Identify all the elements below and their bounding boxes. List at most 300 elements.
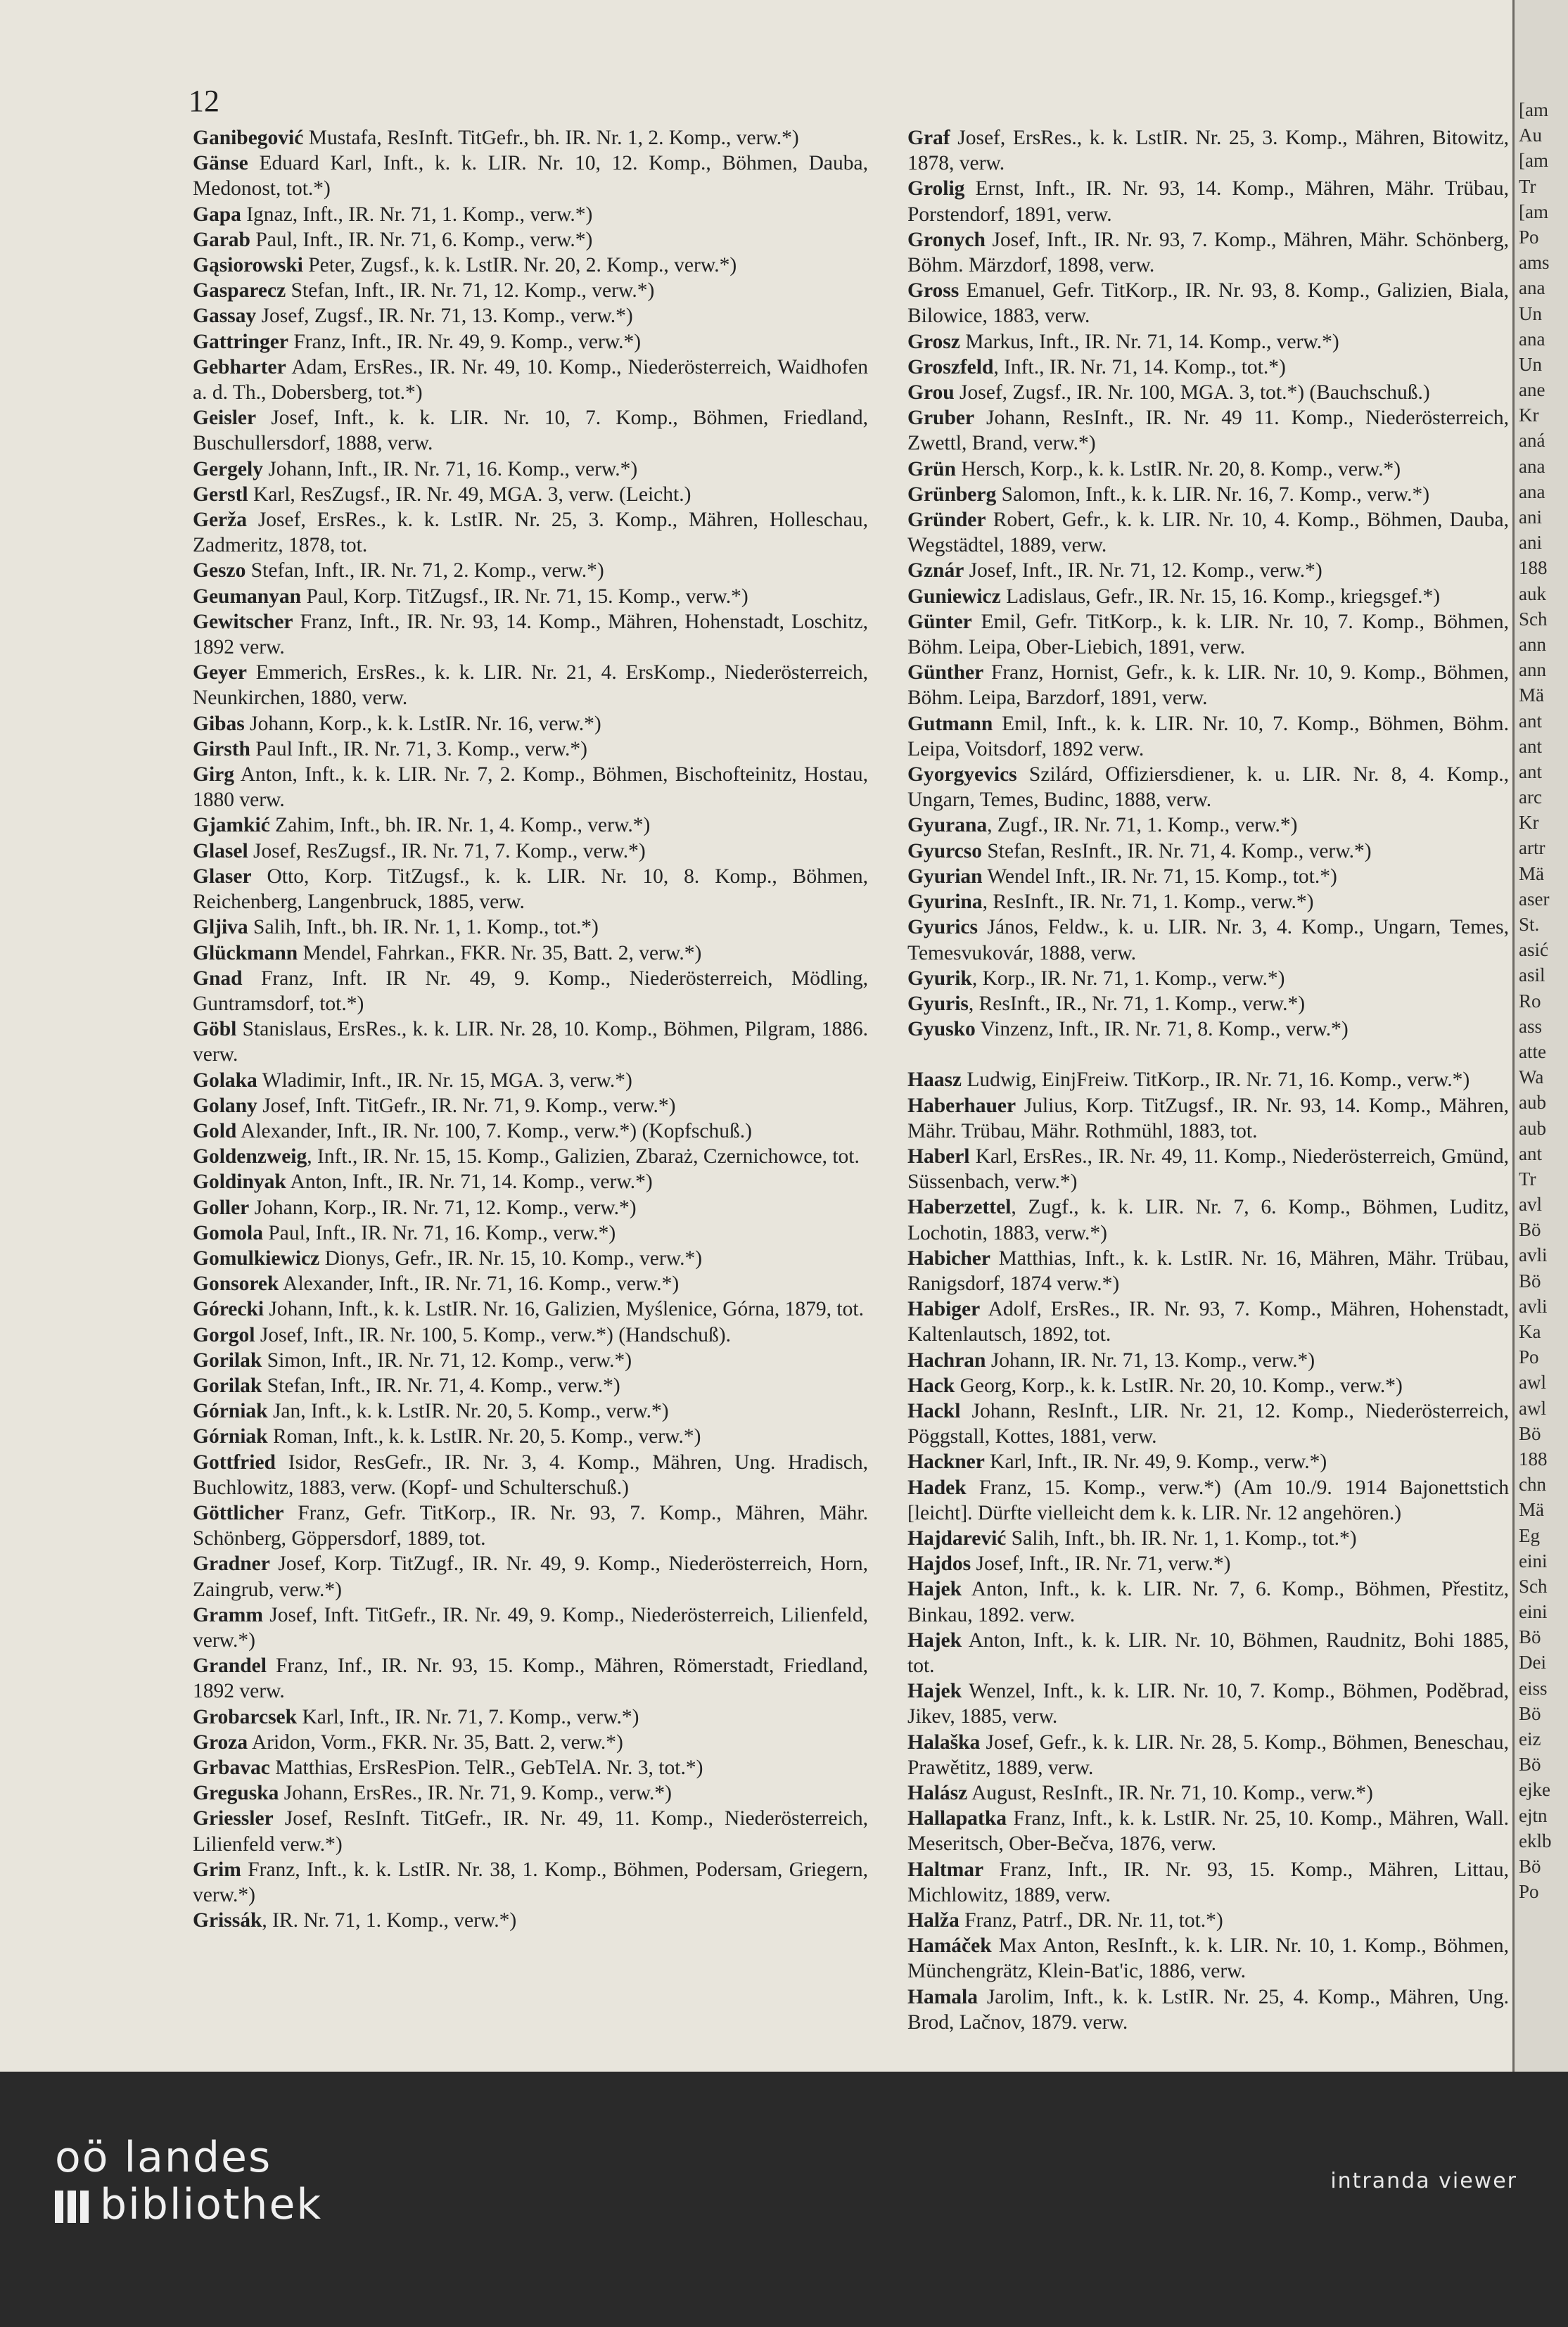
entry-details: Johann, Korp., k. k. LstIR. Nr. 16, verw.*) [244,712,601,735]
register-entry [907,1296,1509,1347]
entry-details: , Zugf., IR. Nr. 71, 1. Komp., verw.*) [987,814,1298,837]
entry-surname: Haasz [907,1069,962,1092]
edge-fragment: ani [1519,532,1542,554]
register-entry [193,202,868,227]
edge-fragment: Bö [1519,1702,1541,1724]
register-entry [193,1551,868,1602]
edge-fragment: Bö [1519,1219,1541,1241]
entry-surname: Gyurik [907,967,972,990]
entry-surname: Gebharter [193,355,286,378]
right-column [907,125,1509,2060]
entry-surname: Hachran [907,1349,986,1372]
register-entry [193,253,868,278]
entry-details: Ernst, Inft., IR. Nr. 93, 14. Komp., Mähren, Mähr. Trübau, Porstendorf, 1891, verw. [907,177,1509,226]
entry-surname: Geszo [193,559,246,582]
entry-surname: Gyurina [907,891,983,914]
register-entry [193,1602,868,1653]
register-entry [907,991,1509,1016]
entry-details: Matthias, ErsResPion. TelR., GebTelA. Nr. 3, tot.*) [269,1757,703,1779]
edge-fragment: ams [1519,252,1550,274]
register-entry [193,1398,868,1424]
entry-details: Karl, ErsRes., IR. Nr. 49, 11. Komp., Niederösterreich, Gmünd, Süssenbach, verw.*) [907,1145,1509,1194]
edge-fragment: ane [1519,379,1545,401]
register-entry [907,329,1509,355]
register-entry [193,609,868,660]
entry-surname: Hajdarević [907,1526,1007,1550]
entry-details: Isidor, ResGefr., IR. Nr. 3, 4. Komp., Mähren, Ung. Hradisch, Buchlowitz, 1883, verw. (Kopf- und Schulterschuß.) [193,1451,868,1499]
register-entry [193,558,868,583]
entry-surname: Gąsiorowski [193,254,303,277]
entry-details: Jarolim, Inft., k. k. LstIR. Nr. 25, 4. Komp., Mähren, Ung. Brod, Lačnov, 1879. verw. [907,1985,1509,2034]
register-entry [907,1984,1509,2035]
entry-details: Franz, Inft., k. k. LstIR. Nr. 25, 10. Komp., Mähren, Wall. Meseritsch, Ober-Bečva, 1876, verw. [907,1807,1509,1856]
register-entry [193,864,868,914]
register-entry [907,1780,1509,1806]
entry-details: Franz, Inft., IR. Nr. 93, 14. Komp., Mähren, Hohenstadt, Loschitz, 1892 verw. [193,610,868,659]
entry-surname: Grolig [907,177,965,200]
edge-fragment: Au [1519,125,1542,146]
edge-fragment: eini [1519,1601,1548,1623]
entry-details: Josef, Korp. TitZugf., IR. Nr. 49, 9. Komp., Niederösterreich, Horn, Zaingrub, verw.*) [193,1553,868,1601]
edge-fragment: ant [1519,1142,1542,1164]
entry-details: Anton, Inft., k. k. LIR. Nr. 10, Böhmen, Raudnitz, Bohi 1885, tot. [907,1628,1509,1677]
entry-details: Ignaz, Inft., IR. Nr. 71, 1. Komp., verw.*) [241,203,593,226]
entry-surname: Gyuris [907,992,969,1015]
edge-fragment: Un [1519,302,1542,324]
entry-surname: Gonsorek [193,1273,279,1296]
entry-details: Georg, Korp., k. k. LstIR. Nr. 20, 10. Komp., verw.*) [955,1374,1403,1397]
entry-details: Johann, ResInft., LIR. Nr. 21, 12. Komp., Niederösterreich, Pöggstall, Kottes, 1881, verw. [907,1399,1509,1448]
entry-surname: Gyurana [907,814,988,837]
register-entry [907,405,1509,456]
edge-fragment: Po [1519,226,1539,248]
entry-details: Josef, Inft. TitGefr., IR. Nr. 49, 9. Komp., Niederösterreich, Lilienfeld, verw.*) [193,1603,868,1652]
register-entry [193,839,868,864]
entry-details: Josef, Inft., IR. Nr. 71, verw.*) [971,1553,1231,1576]
entry-details: Stefan, ResInft., IR. Nr. 71, 4. Komp., verw.*) [982,839,1372,862]
entry-surname: Halža [907,1909,960,1932]
page-number: 12 [189,84,219,118]
entry-details: Robert, Gefr., k. k. LIR. Nr. 10, 4. Komp., Böhmen, Dauba, Wegstädtel, 1889, verw. [907,509,1509,557]
entry-surname: Girsth [193,737,250,760]
entry-details: Paul, Korp. TitZugsf., IR. Nr. 71, 15. Komp., verw.*) [301,585,748,608]
register-entry [907,1144,1509,1194]
register-entry [193,1271,868,1296]
edge-fragment: Eg [1519,1524,1540,1546]
entry-details: Josef, Inft., IR. Nr. 100, 5. Komp., verw.*) (Handschuß). [255,1323,731,1346]
entry-details: , ResInft., IR. Nr. 71, 1. Komp., verw.*) [982,891,1314,914]
entry-surname: Hackl [907,1399,961,1422]
register-entry [193,660,868,710]
entry-surname: Gewitscher [193,610,293,633]
entry-details: Franz, Patrf., DR. Nr. 11, tot.*) [959,1909,1223,1932]
edge-fragment: Bö [1519,1422,1541,1444]
register-entry [907,1806,1509,1856]
entry-surname: Hajek [907,1628,962,1652]
entry-surname: Gibas [193,712,245,735]
logo-bars-icon [55,2191,93,2223]
register-entry [193,1755,868,1780]
register-entry [907,584,1509,609]
entry-details: , Korp., IR. Nr. 71, 1. Komp., verw.*) [971,967,1285,990]
entry-details: Hersch, Korp., k. k. LstIR. Nr. 20, 8. Komp., verw.*) [955,457,1401,480]
entry-surname: Hajek [907,1680,962,1703]
register-entry [907,1857,1509,1908]
edge-fragment: Ro [1519,990,1541,1012]
entry-details: Franz, Inft., k. k. LstIR. Nr. 38, 1. Komp., Böhmen, Podersam, Griegern, verw.*) [193,1858,868,1907]
register-entry [193,482,868,507]
register-entry [907,1730,1509,1780]
entry-details: Emanuel, Gefr. TitKorp., IR. Nr. 93, 8. Komp., Galizien, Biala, Bilowice, 1883, verw. [907,279,1509,328]
entry-details: Peter, Zugsf., k. k. LstIR. Nr. 20, 2. Komp., verw.*) [302,254,737,277]
entry-details: Stefan, Inft., IR. Nr. 71, 2. Komp., verw.*) [246,559,604,582]
entry-surname: Günther [907,661,984,684]
entry-surname: Haberhauer [907,1094,1016,1117]
entry-surname: Günter [907,610,972,633]
register-entry [907,278,1509,329]
register-entry [193,1195,868,1220]
register-entry [193,1118,868,1144]
viewer-label: intranda viewer [1330,2169,1517,2193]
entry-details: , IR. Nr. 71, 1. Komp., verw.*) [262,1909,517,1932]
entry-surname: Hack [907,1374,955,1397]
entry-details: Karl, Inft., IR. Nr. 71, 7. Komp., verw.*) [297,1705,639,1728]
entry-details: Julius, Korp. TitZugsf., IR. Nr. 93, 14. Komp., Mähren, Mähr. Trübau, Mähr. Rothmühl, 1883, tot. [907,1094,1509,1142]
register-entry [193,507,868,558]
entry-surname: Garab [193,228,250,251]
edge-fragment: aub [1519,1117,1546,1139]
edge-fragment: Ka [1519,1321,1541,1342]
entry-surname: Habiger [907,1298,981,1321]
edge-fragment: Kr [1519,812,1539,834]
register-entry [907,1449,1509,1474]
entry-details: Franz, 15. Komp., verw.*) (Am 10./9. 1914 Bajonettstich [leicht]. Dürfte vielleicht dem k. k. LIR. Nr. 12 angehören.) [907,1476,1509,1524]
edge-fragment: awl [1519,1397,1546,1419]
entry-details: Paul, Inft., IR. Nr. 71, 16. Komp., verw.*) [262,1221,616,1244]
register-entry [193,1908,868,1933]
edge-fragment: Wa [1519,1066,1544,1088]
entry-surname: Gorgol [193,1323,255,1346]
entry-details: Wenzel, Inft., k. k. LIR. Nr. 10, 7. Komp., Böhmen, Poděbrad, Jikev, 1885, verw. [907,1680,1509,1728]
entry-details: Vinzenz, Inft., IR. Nr. 71, 8. Komp., verw.*) [975,1018,1349,1041]
register-entry [193,762,868,812]
entry-details: Franz, Inf., IR. Nr. 93, 15. Komp., Mähren, Römerstadt, Friedland, 1892 verw. [193,1655,868,1703]
register-entry [193,812,868,838]
edge-fragment: Sch [1519,1575,1548,1597]
library-logo[interactable] [55,2135,322,2229]
register-entry [907,660,1509,710]
register-entry [907,1908,1509,1933]
register-entry [193,1068,868,1093]
entry-surname: Göbl [193,1018,237,1041]
entry-surname: Gründer [907,509,986,532]
register-entry [193,1093,868,1118]
edge-fragment: 188 [1519,557,1548,579]
register-entry [907,1093,1509,1144]
register-entry [193,737,868,762]
entry-surname: Hajdos [907,1553,971,1576]
register-entry [907,889,1509,914]
entry-details: Ladislaus, Gefr., IR. Nr. 15, 16. Komp., kriegsgef.*) [1000,585,1441,608]
viewer-footer [0,2072,1568,2327]
entry-details: Matthias, Inft., k. k. LstIR. Nr. 16, Mähren, Mähr. Trübau, Ranigsdorf, 1874 verw.*) [907,1247,1509,1295]
edge-fragment: Bö [1519,1754,1541,1775]
entry-surname: Groszfeld [907,355,994,378]
entry-surname: Hamala [907,1985,978,2008]
entry-surname: Hadek [907,1476,967,1499]
entry-surname: Gomola [193,1221,263,1244]
entry-surname: Gyusko [907,1018,976,1041]
entry-surname: Guniewicz [907,585,1001,608]
entry-surname: Gänse [193,152,248,175]
register-entry [193,329,868,355]
entry-surname: Grim [193,1858,241,1881]
entry-details: Franz, Inft., IR. Nr. 93, 15. Komp., Mähren, Littau, Michlowitz, 1889, verw. [907,1858,1509,1906]
register-entry [907,1016,1509,1042]
register-entry [907,380,1509,405]
edge-fragment: [am [1519,99,1548,120]
entry-surname: Golany [193,1094,257,1117]
register-entry [907,1475,1509,1526]
register-entry [907,1067,1509,1092]
entry-details: Jan, Inft., k. k. LstIR. Nr. 20, 5. Komp., verw.*) [267,1400,669,1423]
edge-fragment: ejtn [1519,1804,1548,1826]
entry-surname: Geyer [193,661,247,684]
register-entry [907,457,1509,482]
entry-surname: Ganibegović [193,127,304,149]
register-entry [193,1296,868,1322]
register-entry [907,1398,1509,1449]
entry-details: Franz, Inft., IR. Nr. 49, 9. Komp., verw.*) [288,330,642,353]
entry-surname: Gyurian [907,865,983,888]
entry-details: Franz, Hornist, Gefr., k. k. LIR. Nr. 10, 9. Komp., Böhmen, Böhm. Leipa, Barzdorf, 1891, verw. [907,661,1509,710]
entry-surname: Greguska [193,1782,279,1805]
entry-details: Roman, Inft., k. k. LstIR. Nr. 20, 5. Komp., verw.*) [267,1425,701,1448]
register-entry [193,1730,868,1755]
entry-surname: Grün [907,457,956,480]
register-entry [193,227,868,253]
register-entry [193,1653,868,1704]
register-entry [193,584,868,609]
edge-fragment: ana [1519,328,1545,350]
entry-surname: Goldinyak [193,1171,286,1194]
edge-fragment: Po [1519,1346,1539,1368]
register-entry [193,1348,868,1373]
entry-surname: Haltmar [907,1858,984,1881]
edge-fragment: eiz [1519,1728,1541,1749]
edge-fragment: arc [1519,786,1542,808]
register-entry [907,125,1509,176]
register-entry [193,355,868,405]
entry-details: Karl, Inft., IR. Nr. 49, 9. Komp., verw.*) [984,1451,1327,1474]
register-entry [193,914,868,940]
entry-details: Karl, ResZugsf., IR. Nr. 49, MGA. 3, verw. (Leicht.) [248,483,691,506]
entry-surname: Gjamkić [193,814,270,837]
edge-fragment: ass [1519,1015,1542,1037]
entry-details: Aridon, Vorm., FKR. Nr. 35, Batt. 2, verw.*) [248,1730,623,1754]
edge-fragment: asil [1519,964,1545,986]
edge-fragment: ana [1519,455,1545,477]
entry-details: Stefan, Inft., IR. Nr. 71, 12. Komp., verw.*) [286,279,655,302]
edge-fragment: ejke [1519,1779,1550,1801]
entry-details: Mustafa, ResInft. TitGefr., bh. IR. Nr. 1, 2. Komp., verw.*) [303,127,799,149]
register-entry [193,151,868,201]
entry-details: Alexander, Inft., IR. Nr. 100, 7. Komp., verw.*) (Kopfschuß.) [236,1119,752,1142]
entry-details: Anton, Inft., k. k. LIR. Nr. 7, 2. Komp., Böhmen, Bischofteinitz, Hostau, 1880 verw. [193,763,868,812]
edge-fragment: [am [1519,200,1548,222]
entry-details: Josef, Inft., IR. Nr. 71, 12. Komp., verw.*) [964,559,1322,582]
entry-details: Johann, ResInft., IR. Nr. 49 11. Komp., Niederösterreich, Zwettl, Brand, verw.*) [907,407,1509,455]
entry-details: Franz, Inft. IR Nr. 49, 9. Komp., Niederösterreich, Mödling, Guntramsdorf, tot.*) [193,967,868,1015]
entry-details: August, ResInft., IR. Nr. 71, 10. Komp., verw.*) [967,1782,1373,1804]
entry-surname: Hackner [907,1451,985,1474]
entry-surname: Hamáček [907,1934,992,1958]
entry-surname: Gattringer [193,330,288,353]
entry-surname: Gerstl [193,483,248,506]
register-entry [193,303,868,329]
register-entry [193,966,868,1016]
edge-fragment: 188 [1519,1448,1548,1469]
register-entry [907,839,1509,864]
edge-fragment: aser [1519,888,1550,910]
entry-details: Emil, Inft., k. k. LIR. Nr. 10, 7. Komp., Böhmen, Böhm. Leipa, Voitsdorf, 1892 verw. [907,712,1509,760]
edge-fragment: Bö [1519,1626,1541,1648]
edge-fragment: avli [1519,1244,1548,1266]
entry-surname: Haberl [907,1145,970,1168]
logo-line-2: bibliothek [100,2180,323,2229]
entry-details: Max Anton, ResInft., k. k. LIR. Nr. 10, 1. Komp., Böhmen, Münchengrätz, Klein-Bat'ic, 1886, verw. [907,1934,1509,1983]
entry-surname: Grbavac [193,1757,270,1779]
entry-details: Johann, IR. Nr. 71, 13. Komp., verw.*) [986,1349,1315,1372]
register-entry [907,711,1509,762]
edge-fragment: atte [1519,1040,1546,1062]
entry-details: Josef, ResInft. TitGefr., IR. Nr. 49, 11. Komp., Niederösterreich, Lilienfeld verw.*) [193,1807,868,1856]
register-entry [193,1424,868,1449]
entry-surname: Grosz [907,330,960,353]
register-entry [193,1220,868,1246]
edge-fragment: eklb [1519,1830,1552,1851]
entry-details: Johann, Korp., IR. Nr. 71, 12. Komp., verw.*) [249,1196,637,1219]
entry-details: Josef, Inft. TitGefr., IR. Nr. 71, 9. Komp., verw.*) [257,1094,676,1117]
entry-surname: Gassay [193,305,257,328]
entry-surname: Girg [193,763,234,786]
edge-fragment: Tr [1519,1168,1536,1190]
register-entry [907,1194,1509,1245]
entry-details: Paul Inft., IR. Nr. 71, 3. Komp., verw.*) [250,737,587,760]
register-entry [193,1500,868,1551]
edge-fragment: Bö [1519,1270,1541,1292]
entry-details: Wendel Inft., IR. Nr. 71, 15. Komp., tot.*) [982,865,1337,888]
entry-surname: Griessler [193,1807,274,1830]
edge-fragment: Sch [1519,608,1548,630]
entry-surname: Gljiva [193,916,248,939]
register-entry [907,762,1509,812]
register-entry [907,227,1509,278]
register-entry [907,609,1509,660]
entry-surname: Górniak [193,1425,268,1448]
entry-surname: Gyurcso [907,839,982,862]
edge-fragment: avli [1519,1295,1548,1317]
register-entry [193,711,868,737]
edge-fragment: ani [1519,506,1542,528]
entry-details: , Inft., IR. Nr. 15, 15. Komp., Galizien, Zbaraż, Czernichowce, tot. [307,1145,860,1168]
register-entry [907,1551,1509,1576]
register-entry [907,914,1509,965]
register-entry [193,125,868,151]
entry-surname: Gramm [193,1603,263,1626]
edge-fragment: ana [1519,480,1545,502]
left-column [193,125,868,2060]
register-entry [193,1780,868,1806]
entry-details: Eduard Karl, Inft., k. k. LIR. Nr. 10, 12. Komp., Böhmen, Dauba, Medonost, tot.*) [193,152,868,200]
entry-details: Stefan, Inft., IR. Nr. 71, 4. Komp., verw.*) [262,1374,620,1397]
register-entry [907,864,1509,889]
entry-surname: Górniak [193,1400,268,1423]
edge-fragment: Bö [1519,1855,1541,1877]
register-entry [907,1678,1509,1729]
entry-details: Wladimir, Inft., IR. Nr. 15, MGA. 3, verw.*) [257,1069,632,1092]
register-entry [193,1806,868,1856]
entry-details: Stanislaus, ErsRes., k. k. LIR. Nr. 28, 10. Komp., Böhmen, Pilgram, 1886. verw. [193,1018,868,1066]
entry-details: Adam, ErsRes., IR. Nr. 49, 10. Komp., Niederösterreich, Waidhofen a. d. Th., Dobersberg, tot.*) [193,355,868,404]
entry-surname: Grobarcsek [193,1705,298,1728]
edge-fragment: aub [1519,1092,1546,1114]
entry-details: Otto, Korp. TitZugsf., k. k. LIR. Nr. 10, 8. Komp., Böhmen, Reichenberg, Langenbruck, 1885, verw. [193,865,868,914]
register-entry [193,1373,868,1398]
entry-details: Salih, Inft., bh. IR. Nr. 1, 1. Komp., tot.*) [1006,1526,1357,1550]
register-entry [193,1450,868,1500]
edge-fragment: chn [1519,1474,1546,1496]
entry-surname: Gergely [193,457,263,480]
entry-surname: Haberzettel [907,1196,1012,1219]
entry-details: Johann, Inft., k. k. LstIR. Nr. 16, Galizien, Myślenice, Górna, 1879, tot. [264,1298,864,1321]
register-entry [193,457,868,482]
register-entry [907,966,1509,991]
entry-surname: Geisler [193,407,257,430]
entry-details: Josef, Inft., IR. Nr. 93, 7. Komp., Mähren, Mähr. Schönberg, Böhm. Märzdorf, 1898, verw. [907,228,1509,277]
entry-details: , Inft., IR. Nr. 71, 14. Komp., tot.*) [993,355,1286,378]
entry-details: Salih, Inft., bh. IR. Nr. 1, 1. Komp., tot.*) [248,916,599,939]
edge-fragment: Un [1519,353,1542,375]
entry-surname: Grou [907,381,955,404]
entry-surname: Gznár [907,559,964,582]
entry-details: Anton, Inft., k. k. LIR. Nr. 7, 6. Komp., Böhmen, Přestitz, Binkau, 1892. verw. [907,1578,1509,1626]
register-entry [193,1144,868,1169]
entry-details: Johann, ErsRes., IR. Nr. 71, 9. Komp., verw.*) [279,1782,672,1805]
entry-details: Josef, Gefr., k. k. LIR. Nr. 28, 5. Komp., Böhmen, Beneschau, Prawětitz, 1889, verw. [907,1730,1509,1779]
entry-details: Adolf, ErsRes., IR. Nr. 93, 7. Komp., Mähren, Hohenstadt, Kaltenlautsch, 1892, tot. [907,1298,1509,1346]
entry-surname: Gold [193,1119,237,1142]
entry-details: Josef, ErsRes., k. k. LstIR. Nr. 25, 3. Komp., Mähren, Bitowitz, 1878, verw. [907,127,1509,175]
register-entry [193,1169,868,1194]
entry-surname: Halaška [907,1730,981,1754]
entry-surname: Gronych [907,228,986,251]
entry-surname: Grünberg [907,483,997,506]
entry-details: Josef, Inft., k. k. LIR. Nr. 10, 7. Komp., Böhmen, Friedland, Buschullersdorf, 1888, verw. [193,407,868,455]
entry-surname: Grandel [193,1655,267,1678]
edge-fragment: ann [1519,633,1546,655]
adjacent-page-edge [1512,0,1568,2072]
register-entry [193,405,868,456]
register-entry [907,176,1509,227]
register-entry [907,1628,1509,1678]
edge-fragment: auk [1519,582,1546,604]
entry-details: Szilárd, Offiziersdiener, k. u. LIR. Nr. 8, 4. Komp., Ungarn, Temes, Budinc, 1888, verw. [907,763,1509,812]
entry-surname: Hallapatka [907,1807,1007,1830]
entry-surname: Goldenzweig [193,1145,307,1168]
entry-details: Emmerich, ErsRes., k. k. LIR. Nr. 21, 4. ErsKomp., Niederösterreich, Neunkirchen, 1880, verw. [193,661,868,710]
register-entry [907,812,1509,838]
